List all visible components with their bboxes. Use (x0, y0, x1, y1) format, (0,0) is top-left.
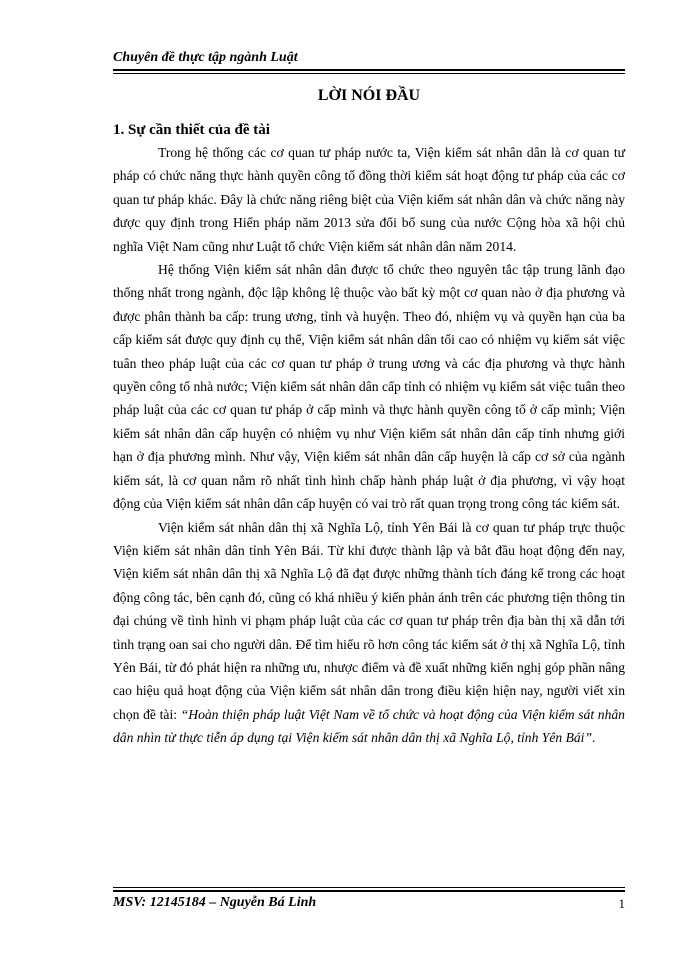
section-heading: 1. Sự cần thiết của đề tài (113, 122, 270, 138)
paragraph-3 (113, 516, 625, 750)
header-rule (113, 69, 625, 71)
running-header: Chuyên đề thực tập ngành Luật (113, 50, 298, 65)
page-number: 1 (618, 896, 625, 911)
paragraph-2: Hệ thống Viện kiểm sát nhân dân được tổ chức theo nguyên tắc tập trung lãnh đạo thống nhất trong ngành, độc lập không lệ thuộc vào bất kỳ một cơ quan nào ở địa phương và được phân thành ba cấp: trung ương, tỉnh và huyện. Theo đó, nhiệm vụ và quyền hạn của ba cấp kiểm sát được quy định cụ thể, Viện kiểm sát nhân dân tối cao có nhiệm vụ kiểm sát việc tuân theo pháp luật của các cơ quan tư pháp ở trung ương và các địa phương và thực hành quyền công tố nhà nước; Viện kiểm sát nhân dân cấp tỉnh có nhiệm vụ kiểm sát việc tuân theo pháp luật của các cơ quan tư pháp ở cấp mình và thực hành quyền công tố ở cấp mình; Viện kiểm sát nhân dân cấp huyện có nhiệm vụ như Viện kiểm sát nhân dân cấp tỉnh nhưng giới hạn ở địa phương mình. Như vậy, Viện kiểm sát nhân dân cấp huyện là cấp cơ sở của ngành kiểm sát, là cơ quan nắm rõ nhất tình hình chấp hành pháp luật ở địa phương, vì vậy hoạt động của Viện kiểm sát nhân dân cấp huyện có vai trò rất quan trọng trong công tác kiểm sát. (113, 262, 625, 512)
page-title: LỜI NÓI ĐẦU (317, 87, 421, 104)
paragraph-3-text: Viện kiểm sát nhân dân thị xã Nghĩa Lộ, tỉnh Yên Bái là cơ quan tư pháp trực thuộc Viện kiểm sát nhân dân tỉnh Yên Bái. Từ khi được thành lập và bắt đầu hoạt động đến nay, Viện kiểm sát nhân dân thị xã Nghĩa Lộ đã đạt được những thành tích đáng kể trong các hoạt động công tác, bên cạnh đó, cũng có khá nhiều ý kiến phản ánh trên các phương tiện thông tin đại chúng về tình hình vi phạm pháp luật của các cơ quan tư pháp trên địa bàn thị xã dẫn tới tình trạng oan sai cho người dân. Để tìm hiểu rõ hơn công tác kiểm sát ở thị xã Nghĩa Lộ, tỉnh Yên Bái, từ đó phát hiện ra những ưu, nhược điểm và đề xuất những kiến nghị góp phần nâng cao hiệu quả hoạt động của Viện kiểm sát nhân dân trong điều kiện hiện nay, người viết xin chọn đề tài: (113, 519, 625, 722)
thesis-end: . (592, 730, 596, 746)
footer-student: MSV: 12145184 – Nguyễn Bá Linh (113, 895, 317, 910)
paragraph-1: Trong hệ thống các cơ quan tư pháp nước ta, Viện kiểm sát nhân dân là cơ quan tư pháp có chức năng thực hành quyền công tố đồng thời kiểm sát hoạt động tư pháp của các cơ quan tư pháp khác. Đây là chức năng riêng biệt của Viện kiểm sát nhân dân và chức năng này được quy định trong Hiến pháp năm 2013 sửa đổi bổ sung của nước Cộng hòa xã hội chủ nghĩa Việt Nam cũng như Luật tổ chức Viện kiểm sát nhân dân năm 2014. (113, 145, 625, 254)
thesis-title: “Hoàn thiện pháp luật Việt Nam về tổ chức và hoạt động của Viện kiểm sát nhân dân nhìn từ thực tiễn áp dụng tại Viện kiểm sát nhân dân thị xã Nghĩa Lộ, tỉnh Yên Bái” (113, 706, 625, 746)
body-text (113, 141, 625, 750)
footer-rule (113, 887, 625, 888)
